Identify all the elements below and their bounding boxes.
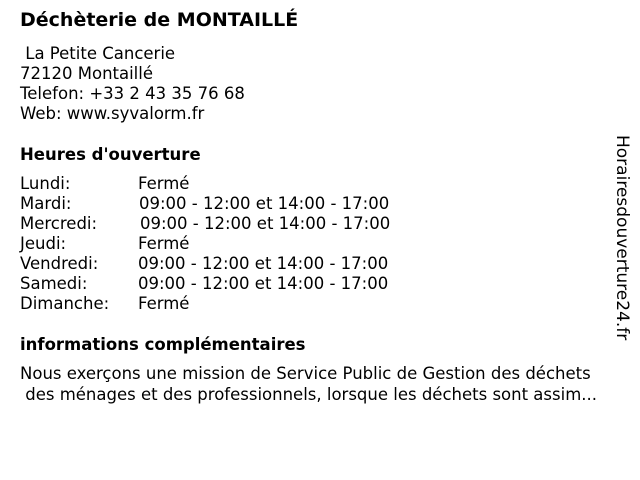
hours-row-saturday <box>20 274 440 294</box>
hours-row-wednesday <box>20 214 440 234</box>
page-title: Déchèterie de MONTAILLÉ <box>20 9 299 31</box>
phone-number: Telefon: +33 2 43 35 76 68 <box>20 84 245 103</box>
hours-row-thursday <box>20 234 440 254</box>
additional-info-heading: informations complémentaires <box>20 335 306 354</box>
info-text-line: des ménages et des professionnels, lorsque les déchets sont assim... <box>20 385 598 404</box>
day-label: Lundi: <box>20 174 71 193</box>
hours-row-monday <box>20 174 440 194</box>
address-city: 72120 Montaillé <box>20 64 154 83</box>
info-text-line: Nous exerçons une mission de Service Public de Gestion des déchets <box>20 364 591 383</box>
day-hours: Fermé <box>138 294 190 313</box>
day-hours: 09:00 - 12:00 et 14:00 - 17:00 <box>139 194 390 213</box>
day-hours: 09:00 - 12:00 et 14:00 - 17:00 <box>138 274 389 293</box>
opening-hours-heading: Heures d'ouverture <box>20 145 201 164</box>
site-watermark: Horairesdouverture24.fr <box>612 135 632 341</box>
day-hours: Fermé <box>138 234 190 253</box>
day-hours: 09:00 - 12:00 et 14:00 - 17:00 <box>140 214 391 233</box>
hours-row-friday <box>20 254 440 274</box>
address-street: La Petite Cancerie <box>20 44 176 63</box>
hours-row-sunday <box>20 294 440 314</box>
day-label: Mercredi: <box>20 214 98 233</box>
day-hours: 09:00 - 12:00 et 14:00 - 17:00 <box>138 254 389 273</box>
day-label: Dimanche: <box>20 294 110 313</box>
hours-row-tuesday <box>20 194 440 214</box>
website: Web: www.syvalorm.fr <box>20 104 205 123</box>
day-label: Jeudi: <box>20 234 67 253</box>
day-label: Mardi: <box>20 194 72 213</box>
day-label: Vendredi: <box>20 254 99 273</box>
day-hours: Fermé <box>138 174 190 193</box>
day-label: Samedi: <box>20 274 88 293</box>
